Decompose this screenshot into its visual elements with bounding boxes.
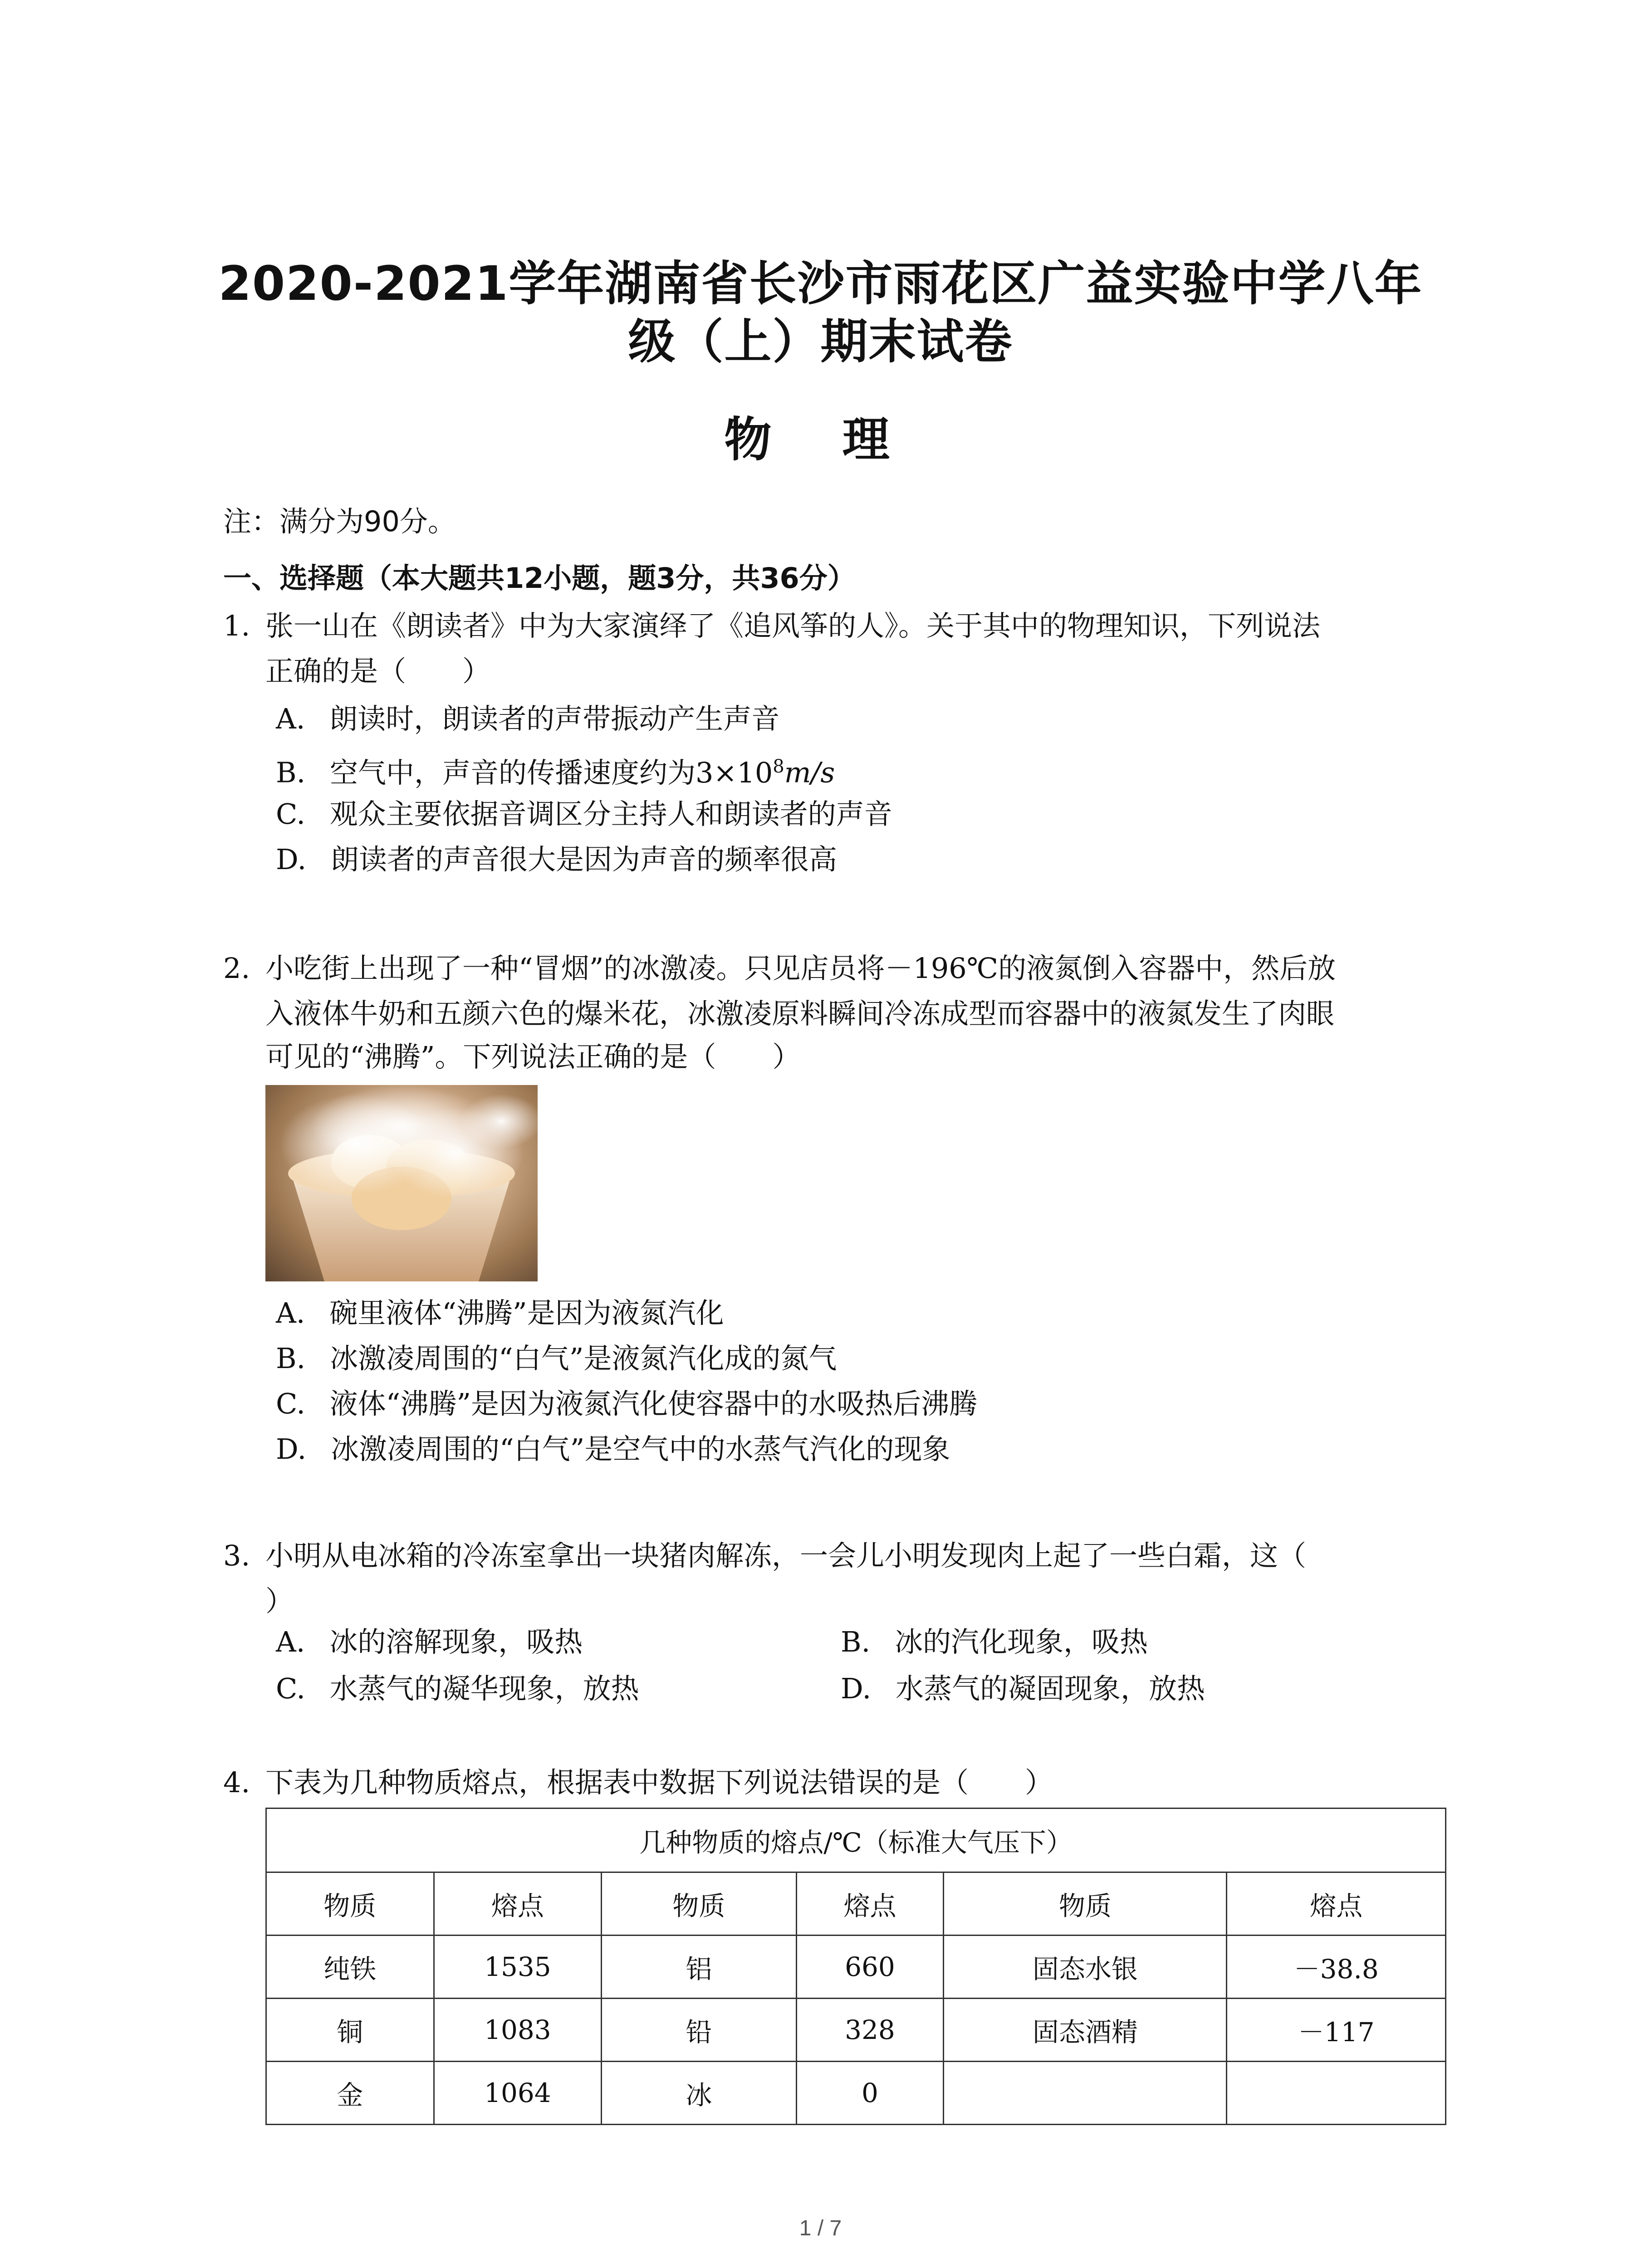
table-cell: 1083 [434, 1999, 602, 2062]
table-cell: 660 [796, 1936, 944, 1999]
option-text: 空气中，声音的传播速度约为3×10 [330, 756, 773, 789]
question-2-option-d[interactable] [276, 1431, 950, 1467]
question-3-number: 3. [223, 1539, 250, 1572]
option-letter: D. [276, 1432, 307, 1466]
table-caption: 几种物质的熔点/℃（标准大气压下） [266, 1809, 1446, 1872]
option-text: 水蒸气的凝固现象，放热 [895, 1672, 1205, 1705]
question-2-stem-line-3: 可见的“沸腾”。下列说法正确的是（ ） [265, 1040, 801, 1073]
subject-heading: 物 理 [724, 412, 917, 467]
option-letter: C. [276, 797, 305, 831]
table-header-cell: 物质 [266, 1872, 434, 1936]
score-note: 注：满分为90分。 [223, 505, 456, 538]
table-cell: 1064 [434, 2062, 602, 2125]
question-2-option-a[interactable] [276, 1295, 724, 1331]
option-letter: A. [276, 702, 305, 735]
question-4-number: 4. [223, 1766, 250, 1799]
exam-title-line-2: 级（上）期末试卷 [628, 314, 1013, 369]
question-2-option-c[interactable] [276, 1386, 977, 1422]
option-text: 碗里液体“沸腾”是因为液氮汽化 [329, 1296, 724, 1330]
table-cell [944, 2062, 1227, 2125]
table-cell: 铝 [602, 1936, 796, 1999]
table-row [266, 1936, 1446, 1999]
option-letter: B. [276, 756, 306, 789]
table-cell: 冰 [602, 2062, 796, 2125]
table-header-cell: 熔点 [796, 1872, 944, 1936]
option-letter: B. [841, 1625, 871, 1658]
option-letter: D. [276, 843, 307, 876]
question-1-option-b[interactable] [276, 748, 835, 791]
table-cell: 1535 [434, 1936, 602, 1999]
option-letter: C. [276, 1387, 305, 1420]
question-1-option-d[interactable] [276, 841, 837, 878]
table-header-cell: 熔点 [434, 1872, 602, 1936]
table-header-cell: 物质 [602, 1872, 796, 1936]
option-letter: A. [276, 1296, 305, 1330]
option-text: 冰的汽化现象，吸热 [895, 1625, 1148, 1658]
question-3-stem-line-1: 小明从电冰箱的冷冻室拿出一块猪肉解冻，一会儿小明发现肉上起了一些白霜，这（ [265, 1539, 1307, 1572]
exam-title-line-1: 2020-2021学年湖南省长沙市雨花区广益实验中学八年 [218, 256, 1423, 311]
option-unit: m/s [784, 756, 835, 789]
table-header-row [266, 1872, 1446, 1936]
table-header-cell: 熔点 [1227, 1872, 1446, 1936]
option-text: 冰的溶解现象，吸热 [329, 1625, 583, 1658]
table-cell: －117 [1227, 1999, 1446, 2062]
question-3-option-b[interactable] [841, 1624, 1148, 1660]
melting-point-table [265, 1808, 1446, 2125]
section-heading-multiple-choice: 一、选择题（本大题共12小题，题3分，共36分） [223, 562, 856, 595]
table-cell: 0 [796, 2062, 944, 2125]
option-letter: D. [841, 1672, 872, 1705]
option-text: 朗读时，朗读者的声带振动产生声音 [329, 702, 780, 735]
question-2-number: 2. [223, 952, 250, 985]
table-cell: 铅 [602, 1999, 796, 2062]
option-text: 冰激凌周围的“白气”是液氮汽化成的氮气 [330, 1342, 837, 1375]
table-cell: 固态酒精 [944, 1999, 1227, 2062]
option-text: 冰激凌周围的“白气”是空气中的水蒸气汽化的现象 [330, 1432, 950, 1466]
option-text: 朗读者的声音很大是因为声音的频率很高 [330, 843, 837, 876]
option-text: 水蒸气的凝华现象，放热 [329, 1672, 639, 1705]
question-3-option-c[interactable] [276, 1671, 639, 1707]
table-row [266, 1999, 1446, 2062]
option-letter: C. [276, 1672, 305, 1705]
question-1-number: 1. [223, 609, 250, 642]
question-3-option-a[interactable] [276, 1624, 583, 1660]
option-exponent: 8 [773, 756, 784, 777]
question-1-stem-line-1: 张一山在《朗读者》中为大家演绎了《追风筝的人》。关于其中的物理知识，下列说法 [265, 609, 1321, 642]
option-letter: A. [276, 1625, 305, 1658]
question-4-stem-line-1: 下表为几种物质熔点，根据表中数据下列说法错误的是（ ） [265, 1766, 1053, 1799]
table-cell: 固态水银 [944, 1936, 1227, 1999]
question-1-option-a[interactable] [276, 701, 779, 737]
table-cell: 铜 [266, 1999, 434, 2062]
question-3-option-d[interactable] [841, 1671, 1205, 1707]
ice-cream-photo [265, 1085, 538, 1281]
question-2-option-b[interactable] [276, 1340, 837, 1377]
table-cell: －38.8 [1227, 1936, 1446, 1999]
question-2-stem-line-1: 小吃街上出现了一种“冒烟”的冰激凌。只见店员将－196℃的液氮倒入容器中，然后放 [265, 952, 1336, 985]
question-1-option-c[interactable] [276, 796, 892, 832]
table-row [266, 2062, 1446, 2125]
table-cell: 纯铁 [266, 1936, 434, 1999]
page-number: 1 / 7 [799, 2216, 842, 2240]
table-header-cell: 物质 [944, 1872, 1227, 1936]
option-text: 液体“沸腾”是因为液氮汽化使容器中的水吸热后沸腾 [329, 1387, 978, 1420]
option-letter: B. [276, 1342, 306, 1375]
table-cell [1227, 2062, 1446, 2125]
question-1-stem-line-2: 正确的是（ ） [265, 655, 491, 688]
option-text: 观众主要依据音调区分主持人和朗读者的声音 [329, 797, 892, 831]
table-cell: 328 [796, 1999, 944, 2062]
question-3-stem-line-2: ） [265, 1584, 294, 1618]
question-2-stem-line-2: 入液体牛奶和五颜六色的爆米花，冰激凌原料瞬间冷冻成型而容器中的液氮发生了肉眼 [265, 997, 1335, 1030]
table-cell: 金 [266, 2062, 434, 2125]
